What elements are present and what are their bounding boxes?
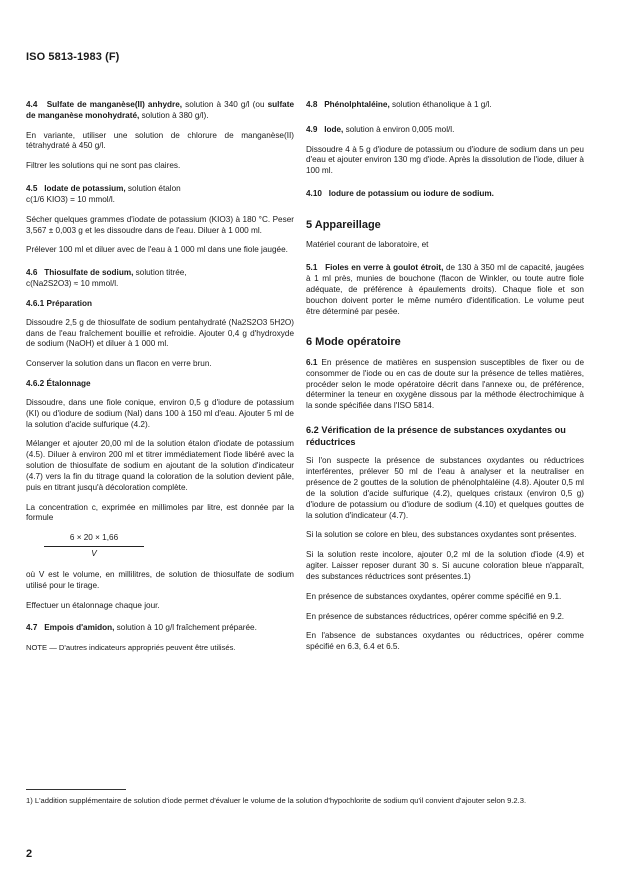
section-6-1: 6.1 En présence de matières en suspension susceptibles de fixer ou de consommer de l'iode ou en cas de doute sur la présence de telles matières, procéder selon le mode opératoire décrit dans l'annexe ou, de préférence, déterminer la teneur en oxygène dissous par la méthode électrochimique à la sonde spécifiée dans l'ISO 5814. [306,357,584,411]
right-column [306,100,584,662]
paragraph: Dissoudre 4 à 5 g d'iodure de potassium ou d'iodure de sodium dans un peu d'eau et ajouter environ 130 mg d'iode. Après la dissolution de l'iode, diluer à 100 ml. [306,144,584,176]
section-4-6: 4.6 Thiosulfate de sodium, solution titrée, c(Na2S2O3) ≈ 10 mmol/l. [26,268,187,289]
document-header: ISO 5813-1983 (F) [26,51,120,63]
paragraph: Dissoudre 2,5 g de thiosulfate de sodium pentahydraté (Na2S2O3 5H2O) dans de l'eau fraîchement bouillie et refroidie. Ajouter 0,4 g d'hydroxyde de sodium (NaOH) et diluer à 1 000 ml. [26,317,294,349]
section-4-9: 4.9 Iode, solution à environ 0,005 mol/l. [306,124,455,134]
paragraph: Si l'on suspecte la présence de substances oxydantes ou réductrices interférentes, prélever 50 ml de l'eau à analyser et la neutraliser en présence de 2 gouttes de la solution de phénolphtaléine (4.8). Ajouter 0,5 ml de la solution d'acide sulfurique (4.2), quelques cristaux (environ 0,5 g) d'iodure de potassium ou d'iodure de sodium (4.10) et quelques gouttes de la solution d'indicateur (4.7). [306,456,584,520]
paragraph: La concentration c, exprimée en millimoles par litre, est donnée par la formule [26,502,294,523]
paragraph: Si la solution reste incolore, ajouter 0,2 ml de la solution d'iode (4.9) et agiter. Laisser reposer durant 30 s. Si aucune coloration bleue n'apparaît, des substances réductrices sont présentes.1) [306,550,584,581]
paragraph: Conserver la solution dans un flacon en verre brun. [26,359,212,369]
paragraph: En l'absence de substances oxydantes ou réductrices, opérer comme spécifié en 6.3, 6.4 et 6.5. [306,631,584,652]
paragraph: Dissoudre, dans une fiole conique, environ 0,5 g d'iodure de potassium (KI) ou d'iodure de sodium (NaI) dans 100 à 150 ml d'eau. Ajouter 5 ml de la solution d'acide sulfurique (4.2). [26,397,294,429]
section-4-10: 4.10 Iodure de potassium ou iodure de sodium. [306,189,494,199]
formula-numerator: 6 × 20 × 1,66 [44,533,144,547]
footnote-divider [26,789,126,790]
section-4-4: 4.4 Sulfate de manganèse(II) anhydre, solution à 340 g/l (ou sulfate de manganèse monohydraté, solution à 380 g/l). [26,100,294,120]
paragraph: Mélanger et ajouter 20,00 ml de la solution étalon d'iodate de potassium (4.5). Diluer à environ 200 ml et titrer immédiatement l'iode libéré avec la solution de thiosulfate de sodium en ajoutant de la solution d'indicateur (4.7) vers la fin du titrage quand la coloration de la solution devient pâle, puis en titrant jusqu'à décoloration complète. [26,439,294,492]
paragraph: Sécher quelques grammes d'iodate de potassium (KIO3) à 180 °C. Peser 3,567 ± 0,003 g et les dissoudre dans de l'eau. Diluer à 1 000 ml. [26,214,294,235]
section-4-5: 4.5 Iodate de potassium, solution étalon c(1/6 KIO3) = 10 mmol/l. [26,184,181,204]
paragraph: En variante, utiliser une solution de chlorure de manganèse(II) tétrahydraté à 450 g/l. [26,130,294,151]
subsection-heading: 4.6.2 Étalonnage [26,379,91,389]
left-column [26,100,294,662]
section-5-heading: 5 Appareillage [306,218,381,231]
section-6-2-heading: 6.2 Vérification de la présence de substances oxydantes ou réductrices [306,425,566,448]
page-number: 2 [26,848,33,860]
subsection-heading: 4.6.1 Préparation [26,298,92,308]
paragraph: Effectuer un étalonnage chaque jour. [26,600,160,610]
section-6-heading: 6 Mode opératoire [306,336,401,349]
paragraph: Si la solution se colore en bleu, des substances oxydantes sont présentes. [306,530,577,540]
paragraph: Prélever 100 ml et diluer avec de l'eau à 1 000 ml dans une fiole jaugée. [26,245,288,255]
paragraph: Matériel courant de laboratoire, et [306,240,429,250]
section-4-8: 4.8 Phénolphtaléine, solution éthanolique à 1 g/l. [306,100,492,109]
paragraph: Filtrer les solutions qui ne sont pas claires. [26,161,181,171]
paragraph: En présence de substances oxydantes, opérer comme spécifié en 9.1. [306,591,562,601]
section-4-7: 4.7 Empois d'amidon, solution à 10 g/l fraîchement préparée. [26,623,257,633]
footnote: 1) L'addition supplémentaire de solution d'iode permet d'évaluer le volume de la solution d'hypochlorite de sodium qu'il convient d'ajouter selon 9.2.3. [26,796,527,805]
formula [44,533,144,560]
note: NOTE — D'autres indicateurs appropriés peuvent être utilisés. [26,643,236,653]
formula-denominator: V [91,549,97,559]
paragraph: En présence de substances réductrices, opérer comme spécifié en 9.2. [306,611,565,621]
paragraph: où V est le volume, en millilitres, de solution de thiosulfate de sodium utilisé pour le tirage. [26,569,294,590]
section-5-1: 5.1 Fioles en verre à goulot étroit, de 130 à 350 ml de capacité, jaugées à 1 ml près, munies de bouchone (flacon de Winkler, ou toute autre fiole adéquate, de préférence à épaulements droits). Chaque fiole et son bouchon doivent porter le même numéro d'identification. Le volume peut être déterminé par pesée. [306,263,584,316]
